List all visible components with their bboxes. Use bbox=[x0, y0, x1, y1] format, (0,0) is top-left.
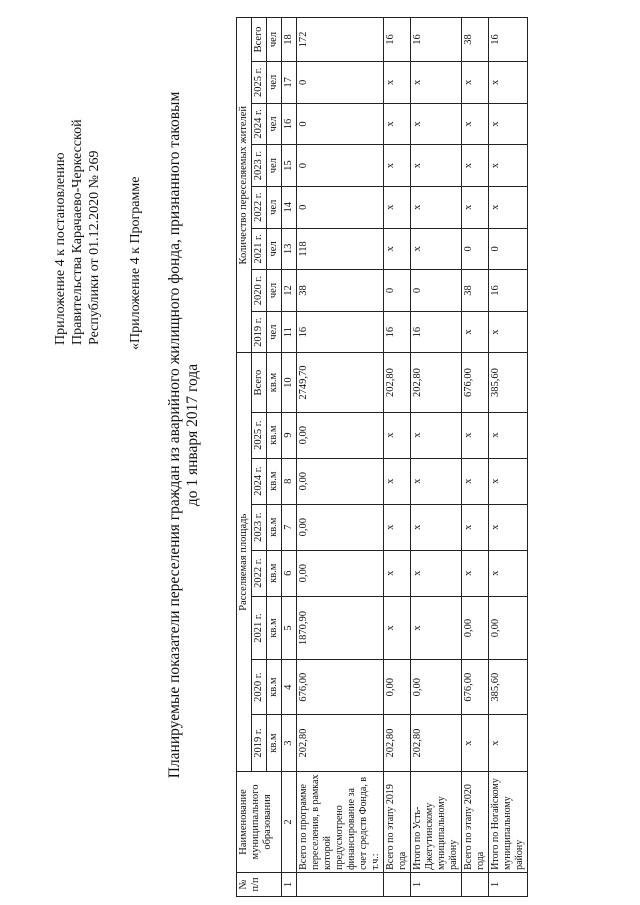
people-value: х bbox=[411, 145, 462, 187]
column-number: 17 bbox=[282, 61, 297, 103]
people-value: х bbox=[411, 228, 462, 270]
people-value: х bbox=[462, 103, 489, 145]
area-value: 676,00 bbox=[462, 353, 489, 412]
people-value: х bbox=[462, 311, 489, 353]
people-value: 38 bbox=[297, 270, 384, 312]
unit-cell: чел bbox=[267, 228, 282, 270]
column-number: 8 bbox=[282, 458, 297, 504]
area-value: 0,00 bbox=[297, 412, 384, 458]
area-value: х bbox=[489, 412, 528, 458]
area-value: х bbox=[384, 596, 411, 660]
area-value: х bbox=[411, 550, 462, 596]
header-row-groups bbox=[237, 18, 252, 897]
area-year: 2019 г. bbox=[252, 715, 267, 772]
column-number: 16 bbox=[282, 103, 297, 145]
area-value: 385,60 bbox=[489, 353, 528, 412]
unit-cell: чел bbox=[267, 270, 282, 312]
people-value: 172 bbox=[297, 18, 384, 62]
column-number: 12 bbox=[282, 270, 297, 312]
municipality-name: Всего по программе переселения, в рамках которой предусмотрено финансирование за счет средств Фонда, в т.ч.: bbox=[297, 772, 384, 873]
people-value: 38 bbox=[462, 18, 489, 62]
area-value: х bbox=[462, 412, 489, 458]
header-row-years bbox=[252, 18, 267, 897]
unit-cell: кв.м bbox=[267, 550, 282, 596]
people-year: 2023 г. bbox=[252, 145, 267, 187]
column-number: 2 bbox=[282, 772, 297, 873]
area-value: 0,00 bbox=[462, 596, 489, 660]
row-number: 1 bbox=[411, 872, 462, 896]
people-value: 118 bbox=[297, 228, 384, 270]
column-number: 14 bbox=[282, 186, 297, 228]
people-value: 16 bbox=[411, 18, 462, 62]
document-title bbox=[166, 35, 202, 835]
municipality-name: Итого по Ногайскому муниципальному району bbox=[489, 772, 528, 873]
area-total-header: Всего bbox=[252, 353, 267, 412]
table-row bbox=[297, 18, 384, 897]
people-value: х bbox=[489, 61, 528, 103]
people-value: х bbox=[489, 311, 528, 353]
area-value: 202,80 bbox=[411, 353, 462, 412]
area-value: х bbox=[489, 504, 528, 550]
table-body bbox=[297, 18, 528, 897]
unit-cell: кв.м bbox=[267, 660, 282, 715]
column-number: 10 bbox=[282, 353, 297, 412]
area-year: 2023 г. bbox=[252, 504, 267, 550]
header-row-units bbox=[267, 18, 282, 897]
area-value: 0,00 bbox=[411, 660, 462, 715]
people-value: 16 bbox=[297, 311, 384, 353]
people-value: 0 bbox=[411, 270, 462, 312]
row-number: 1 bbox=[489, 872, 528, 896]
header-people-group: Количество переселяемых жителей bbox=[237, 18, 252, 353]
column-number: 5 bbox=[282, 596, 297, 660]
people-year: 2020 г. bbox=[252, 270, 267, 312]
area-value: х bbox=[384, 550, 411, 596]
people-value: 0 bbox=[384, 270, 411, 312]
column-number: 6 bbox=[282, 550, 297, 596]
area-value: х bbox=[462, 550, 489, 596]
area-value: 0,00 bbox=[297, 458, 384, 504]
people-value: 0 bbox=[297, 145, 384, 187]
people-year: 2025 г. bbox=[252, 61, 267, 103]
area-value: х bbox=[411, 596, 462, 660]
column-number: 11 bbox=[282, 311, 297, 353]
unit-cell: кв.м bbox=[267, 353, 282, 412]
unit-cell: кв.м bbox=[267, 504, 282, 550]
municipality-name: Всего по этапу 2020 года bbox=[462, 772, 489, 873]
area-value: 0,00 bbox=[384, 660, 411, 715]
people-value: х bbox=[411, 103, 462, 145]
area-value: 202,80 bbox=[384, 353, 411, 412]
municipality-name: Итого по Усть-Джегутинскому муниципальному району bbox=[411, 772, 462, 873]
area-value: 676,00 bbox=[462, 660, 489, 715]
people-total-header: Всего bbox=[252, 18, 267, 62]
row-number bbox=[462, 872, 489, 896]
table-row bbox=[462, 18, 489, 897]
people-value: х bbox=[489, 186, 528, 228]
unit-cell: чел bbox=[267, 61, 282, 103]
area-value: 0,00 bbox=[489, 596, 528, 660]
unit-cell: чел bbox=[267, 311, 282, 353]
area-year: 2021 г. bbox=[252, 596, 267, 660]
people-value: х bbox=[384, 61, 411, 103]
people-value: х bbox=[489, 103, 528, 145]
people-value: 0 bbox=[297, 103, 384, 145]
area-value: 0,00 bbox=[297, 550, 384, 596]
people-value: 16 bbox=[489, 270, 528, 312]
unit-cell: кв.м bbox=[267, 715, 282, 772]
area-value: 202,80 bbox=[384, 715, 411, 772]
unit-cell: кв.м bbox=[267, 596, 282, 660]
appendix-note bbox=[52, 15, 103, 345]
area-value: х bbox=[489, 715, 528, 772]
header-num: № п/п bbox=[237, 872, 282, 896]
people-value: 16 bbox=[384, 311, 411, 353]
header-name: Наименование муниципального образования bbox=[237, 772, 282, 873]
table-row bbox=[411, 18, 462, 897]
people-year: 2024 г. bbox=[252, 103, 267, 145]
people-value: х bbox=[384, 186, 411, 228]
people-value: х bbox=[489, 145, 528, 187]
column-number-row bbox=[282, 18, 297, 897]
people-value: х bbox=[384, 145, 411, 187]
title-line-2: до 1 января 2017 года bbox=[184, 363, 201, 507]
area-value: 2749,70 bbox=[297, 353, 384, 412]
area-value: 385,60 bbox=[489, 660, 528, 715]
area-value: х bbox=[384, 458, 411, 504]
resettlement-table bbox=[236, 17, 528, 897]
appendix-line-3: Республики от 01.12.2020 № 269 bbox=[87, 150, 102, 345]
unit-cell: чел bbox=[267, 145, 282, 187]
unit-cell: чел bbox=[267, 186, 282, 228]
title-line-1: Планируемые показатели переселения граждан из аварийного жилищного фонда, признанного таковым bbox=[166, 91, 183, 779]
area-value: х bbox=[462, 504, 489, 550]
appendix-line-2: Правительства Карачаево-Черкесской bbox=[70, 119, 85, 345]
people-value: 38 bbox=[462, 270, 489, 312]
row-number bbox=[297, 872, 384, 896]
people-value: х bbox=[384, 103, 411, 145]
area-value: х bbox=[384, 504, 411, 550]
area-value: х bbox=[489, 458, 528, 504]
people-year: 2019 г. bbox=[252, 311, 267, 353]
unit-cell: кв.м bbox=[267, 412, 282, 458]
people-value: х bbox=[462, 145, 489, 187]
area-year: 2025 г. bbox=[252, 412, 267, 458]
area-value: 202,80 bbox=[297, 715, 384, 772]
area-value: х bbox=[411, 504, 462, 550]
area-value: х bbox=[489, 550, 528, 596]
area-year: 2022 г. bbox=[252, 550, 267, 596]
area-value: х bbox=[462, 715, 489, 772]
people-value: х bbox=[462, 186, 489, 228]
municipality-name: Всего по этапу 2019 года bbox=[384, 772, 411, 873]
table-row bbox=[384, 18, 411, 897]
unit-cell: кв.м bbox=[267, 458, 282, 504]
people-value: х bbox=[462, 61, 489, 103]
area-value: х bbox=[462, 458, 489, 504]
people-value: 16 bbox=[489, 18, 528, 62]
column-number: 15 bbox=[282, 145, 297, 187]
header-area-group: Расселяемая площадь bbox=[237, 353, 252, 772]
people-value: 16 bbox=[384, 18, 411, 62]
area-year: 2020 г. bbox=[252, 660, 267, 715]
column-number: 1 bbox=[282, 872, 297, 896]
people-value: 0 bbox=[297, 186, 384, 228]
area-year: 2024 г. bbox=[252, 458, 267, 504]
column-number: 3 bbox=[282, 715, 297, 772]
area-value: х bbox=[411, 458, 462, 504]
people-value: х bbox=[411, 61, 462, 103]
unit-cell: чел bbox=[267, 103, 282, 145]
area-value: 676,00 bbox=[297, 660, 384, 715]
area-value: 202,80 bbox=[411, 715, 462, 772]
area-value: х bbox=[411, 412, 462, 458]
people-value: 0 bbox=[297, 61, 384, 103]
area-value: 0,00 bbox=[297, 504, 384, 550]
column-number: 4 bbox=[282, 660, 297, 715]
table-row bbox=[489, 18, 528, 897]
people-year: 2022 г. bbox=[252, 186, 267, 228]
unit-cell: чел bbox=[267, 18, 282, 62]
column-number: 13 bbox=[282, 228, 297, 270]
people-year: 2021 г. bbox=[252, 228, 267, 270]
column-number: 9 bbox=[282, 412, 297, 458]
row-number bbox=[384, 872, 411, 896]
appendix-line-1: Приложение 4 к постановлению bbox=[53, 152, 68, 345]
column-number: 7 bbox=[282, 504, 297, 550]
area-value: х bbox=[384, 412, 411, 458]
people-value: 0 bbox=[462, 228, 489, 270]
area-value: 1870,90 bbox=[297, 596, 384, 660]
people-value: 0 bbox=[489, 228, 528, 270]
program-reference: «Приложение 4 к Программе bbox=[128, 176, 143, 350]
column-number: 18 bbox=[282, 18, 297, 62]
people-value: х bbox=[384, 228, 411, 270]
people-value: х bbox=[411, 186, 462, 228]
people-value: 16 bbox=[411, 311, 462, 353]
